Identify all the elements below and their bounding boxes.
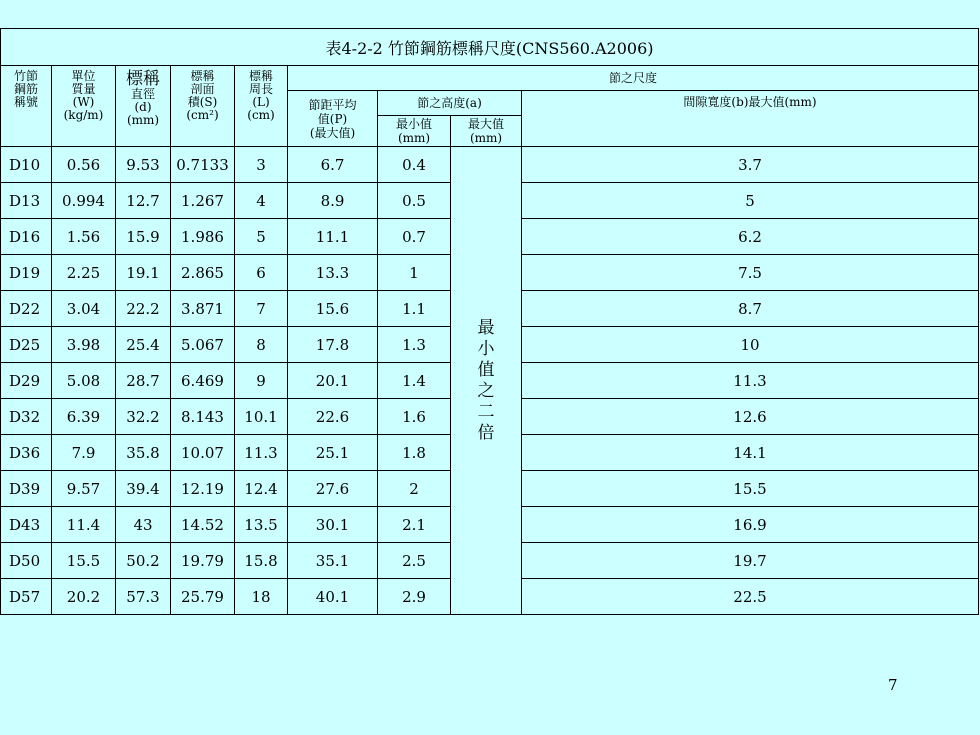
cell-diameter: 57.3 [116,579,171,615]
cell-perimeter: 8 [235,327,288,363]
cell-gap-width: 6.2 [522,219,979,255]
cell-designation: D13 [1,183,52,219]
cell-rib-spacing: 20.1 [288,363,378,399]
cell-diameter: 43 [116,507,171,543]
cell-designation: D10 [1,147,52,183]
cell-designation: D36 [1,435,52,471]
cell-designation: D19 [1,255,52,291]
cell-height-min: 1.4 [378,363,451,399]
cell-height-min: 1.8 [378,435,451,471]
cell-designation: D32 [1,399,52,435]
cell-perimeter: 12.4 [235,471,288,507]
header-gap-width: 間隙寬度(b)最大值(mm) [522,91,979,147]
cell-area: 3.871 [171,291,235,327]
cell-perimeter: 7 [235,291,288,327]
cell-diameter: 50.2 [116,543,171,579]
page-number: 7 [888,676,898,694]
cell-gap-width: 22.5 [522,579,979,615]
cell-area: 8.143 [171,399,235,435]
cell-perimeter: 10.1 [235,399,288,435]
cell-rib-spacing: 40.1 [288,579,378,615]
cell-diameter: 22.2 [116,291,171,327]
header-perimeter: 標稱 周長 (L) (cm) [235,66,288,147]
header-rib-height: 節之高度(a) [378,91,522,116]
cell-rib-spacing: 25.1 [288,435,378,471]
cell-gap-width: 14.1 [522,435,979,471]
cell-designation: D50 [1,543,52,579]
cell-height-min: 2.5 [378,543,451,579]
cell-rib-spacing: 6.7 [288,147,378,183]
cell-gap-width: 10 [522,327,979,363]
cell-area: 0.7133 [171,147,235,183]
header-unit-mass: 單位 質量 (W) (kg/m) [52,66,116,147]
cell-unit-mass: 3.04 [52,291,116,327]
cell-designation: D16 [1,219,52,255]
cell-unit-mass: 3.98 [52,327,116,363]
rebar-dimension-table-wrap [0,28,979,615]
cell-perimeter: 5 [235,219,288,255]
header-rib-dims: 節之尺度 [288,66,979,91]
cell-diameter: 35.8 [116,435,171,471]
cell-height-min: 0.4 [378,147,451,183]
cell-area: 19.79 [171,543,235,579]
cell-unit-mass: 0.56 [52,147,116,183]
height-max-note: 最小值之二倍 [477,317,495,443]
cell-area: 25.79 [171,579,235,615]
cell-perimeter: 11.3 [235,435,288,471]
cell-rib-spacing: 15.6 [288,291,378,327]
cell-gap-width: 11.3 [522,363,979,399]
cell-designation: D39 [1,471,52,507]
cell-diameter: 12.7 [116,183,171,219]
cell-designation: D25 [1,327,52,363]
cell-designation: D43 [1,507,52,543]
cell-diameter: 15.9 [116,219,171,255]
cell-rib-spacing: 8.9 [288,183,378,219]
cell-perimeter: 6 [235,255,288,291]
cell-unit-mass: 11.4 [52,507,116,543]
cell-unit-mass: 9.57 [52,471,116,507]
cell-rib-spacing: 22.6 [288,399,378,435]
cell-rib-spacing: 30.1 [288,507,378,543]
rebar-dimension-table [0,28,979,615]
header-designation: 竹節 鋼筋 稱號 [1,66,52,147]
cell-perimeter: 4 [235,183,288,219]
cell-perimeter: 9 [235,363,288,399]
cell-perimeter: 15.8 [235,543,288,579]
cell-height-min: 2 [378,471,451,507]
cell-area: 14.52 [171,507,235,543]
cell-area: 5.067 [171,327,235,363]
cell-diameter: 9.53 [116,147,171,183]
cell-unit-mass: 5.08 [52,363,116,399]
cell-gap-width: 5 [522,183,979,219]
cell-height-min: 1.3 [378,327,451,363]
cell-height-min: 0.7 [378,219,451,255]
cell-gap-width: 19.7 [522,543,979,579]
cell-height-min: 1.6 [378,399,451,435]
cell-gap-width: 8.7 [522,291,979,327]
cell-designation: D29 [1,363,52,399]
cell-diameter: 25.4 [116,327,171,363]
cell-area: 2.865 [171,255,235,291]
header-height-min: 最小值 (mm) [378,116,451,147]
table-title: 表4-2-2 竹節鋼筋標稱尺度(CNS560.A2006) [1,29,979,66]
cell-area: 1.986 [171,219,235,255]
cell-perimeter: 18 [235,579,288,615]
cell-height-min: 1.1 [378,291,451,327]
cell-area: 6.469 [171,363,235,399]
cell-perimeter: 3 [235,147,288,183]
cell-gap-width: 12.6 [522,399,979,435]
table-row [1,147,979,183]
cell-diameter: 19.1 [116,255,171,291]
cell-unit-mass: 6.39 [52,399,116,435]
cell-rib-spacing: 11.1 [288,219,378,255]
cell-designation: D57 [1,579,52,615]
cell-unit-mass: 0.994 [52,183,116,219]
cell-diameter: 32.2 [116,399,171,435]
cell-height-min: 2.9 [378,579,451,615]
cell-height-min: 0.5 [378,183,451,219]
cell-area: 10.07 [171,435,235,471]
cell-gap-width: 16.9 [522,507,979,543]
cell-unit-mass: 7.9 [52,435,116,471]
cell-gap-width: 7.5 [522,255,979,291]
cell-unit-mass: 15.5 [52,543,116,579]
cell-unit-mass: 2.25 [52,255,116,291]
cell-gap-width: 3.7 [522,147,979,183]
cell-diameter: 28.7 [116,363,171,399]
header-rib-spacing: 節距平均 值(P) (最大值) [288,91,378,147]
cell-unit-mass: 20.2 [52,579,116,615]
cell-height-min: 1 [378,255,451,291]
header-area: 標稱 剖面 積(S) (cm²) [171,66,235,147]
cell-rib-spacing: 35.1 [288,543,378,579]
cell-designation: D22 [1,291,52,327]
cell-diameter: 39.4 [116,471,171,507]
cell-height-max-note [451,147,522,615]
cell-perimeter: 13.5 [235,507,288,543]
cell-rib-spacing: 13.3 [288,255,378,291]
header-height-max: 最大值 (mm) [451,116,522,147]
cell-unit-mass: 1.56 [52,219,116,255]
cell-area: 1.267 [171,183,235,219]
cell-gap-width: 15.5 [522,471,979,507]
cell-height-min: 2.1 [378,507,451,543]
header-diameter: 標稱 直徑 (d) (mm) [116,66,171,147]
cell-area: 12.19 [171,471,235,507]
cell-rib-spacing: 17.8 [288,327,378,363]
cell-rib-spacing: 27.6 [288,471,378,507]
